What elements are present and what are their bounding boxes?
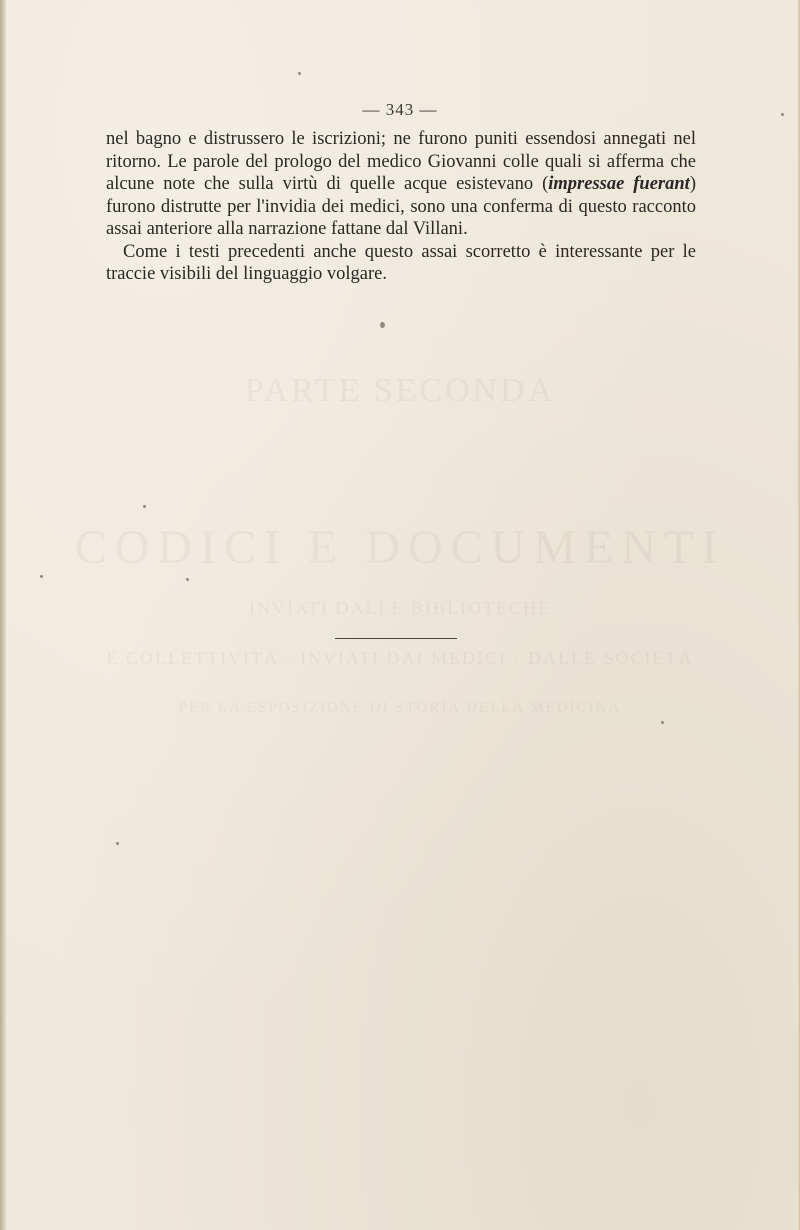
- paragraph-1-text-b: ) furono distrutte per l'invidia dei medici, sono una conferma di questo racconto assai anteriore alla narrazione fattane dal Villani.: [106, 174, 696, 239]
- ink-speck: [661, 721, 664, 724]
- paragraph-2: Come i testi precedenti anche questo assai scorretto è interessante per le traccie visibili del linguaggio volgare.: [106, 241, 696, 284]
- ink-speck: [186, 578, 189, 581]
- bleed-through-title: CODICI E DOCUMENTI: [74, 521, 726, 574]
- bleed-through-subtitle-3: PER LA ESPOSIZIONE DI STORIA DELLA MEDICINA: [178, 700, 622, 716]
- page-left-edge: [0, 0, 6, 1230]
- bleed-through-heading: PARTE SECONDA: [244, 372, 556, 409]
- ink-speck: [116, 842, 119, 845]
- ink-speck: [143, 505, 146, 508]
- body-text: [106, 128, 696, 286]
- ink-speck: [380, 322, 385, 328]
- bleed-through-subtitle: INVIATI DALLE BIBLIOTECHE: [249, 598, 551, 618]
- ink-speck: [40, 575, 43, 578]
- paragraph-1-italic: impressae fuerant: [548, 174, 690, 194]
- ink-speck: [298, 72, 301, 75]
- paragraph-1-text-a: nel bagno e distrussero le iscrizioni; ne furono puniti essendosi annegati nel ritorno. Le parole del prologo del medico Giovanni colle quali si afferma che alcune note che sulla virtù di quelle acque esistevano (: [106, 129, 696, 194]
- section-rule: [335, 638, 457, 639]
- page-number: — 343 —: [362, 100, 438, 119]
- paragraph-1: [106, 128, 696, 241]
- ink-speck: [781, 113, 784, 116]
- bleed-through-subtitle-2: E COLLETTIVITÀ · INVIATI DAI MEDICI · DALLE SOCIETÀ: [106, 648, 694, 668]
